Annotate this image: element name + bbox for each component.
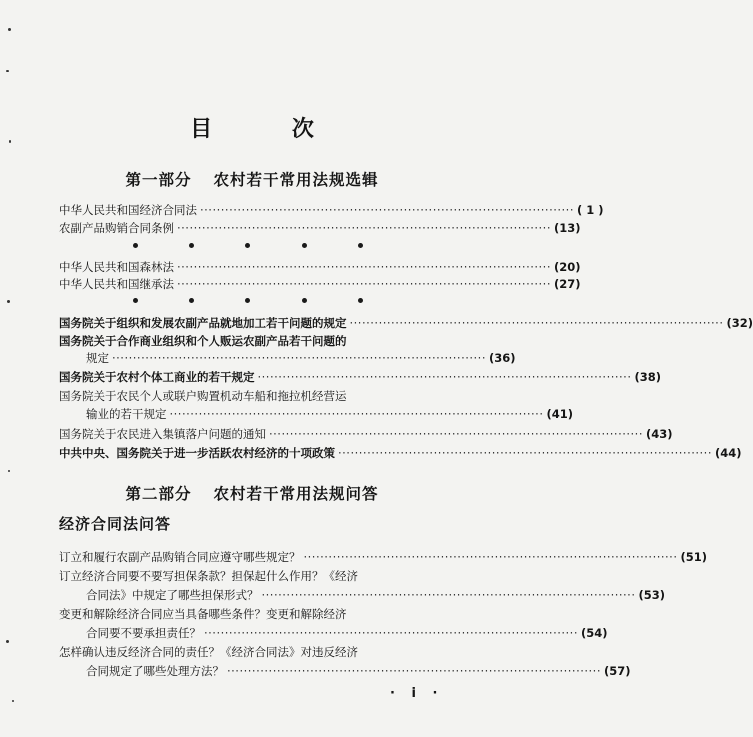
- toc-entry-title-cont: 合同规定了哪些处理方法？: [86, 664, 224, 678]
- leader-dots: ··························································································: [261, 588, 636, 602]
- toc-entry-first-line[interactable]: [59, 568, 431, 584]
- toc-entry-page: (32): [726, 316, 753, 330]
- toc-entry-title: 中共中央、国务院关于进一步活跃农村经济的十项政策: [59, 446, 335, 460]
- toc-entry-page: (57): [604, 664, 631, 678]
- leader-dots: ··························································································: [349, 316, 724, 330]
- toc-entry-title: 订立和履行农副产品购销合同应遵守哪些规定？: [59, 550, 301, 564]
- part1-label: 第一部分: [125, 171, 192, 189]
- toc-entry[interactable]: [59, 549, 708, 565]
- toc-entry-title: 国务院关于农村个体工商业的若干规定: [59, 370, 255, 384]
- part1-heading: [0, 168, 504, 190]
- subsection-heading: 经济合同法问答: [59, 515, 172, 533]
- toc-entry-page: (44): [715, 446, 742, 460]
- toc-entry-title: 变更和解除经济合同应当具备哪些条件？变更和解除经济: [59, 607, 347, 621]
- leader-dots: ··························································································: [177, 221, 551, 235]
- toc-entry-title: 怎样确认违反经济合同的责任？《经济合同法》对违反经济: [59, 645, 358, 659]
- scan-speck: [7, 300, 10, 303]
- toc-entry-title: 国务院关于农民进入集镇落户问题的通知: [59, 427, 266, 441]
- leader-dots: ··························································································: [257, 370, 632, 384]
- toc-entry[interactable]: [59, 259, 581, 275]
- toc-entry-page: (38): [634, 370, 662, 384]
- toc-entry[interactable]: [59, 202, 604, 218]
- leader-dots: ··························································································: [200, 203, 574, 217]
- toc-entry-title: 国务院关于组织和发展农副产品就地加工若干问题的规定: [59, 316, 347, 330]
- page-number: · i ·: [390, 686, 444, 701]
- scan-speck: [8, 28, 11, 31]
- part1-name: 农村若干常用法规选辑: [213, 171, 379, 189]
- leader-dots: ··························································································: [227, 664, 601, 678]
- toc-entry-continuation[interactable]: [86, 625, 608, 641]
- leader-dots: ··························································································: [338, 446, 712, 460]
- leader-dots: ··························································································: [269, 427, 643, 441]
- toc-entry-title-cont: 输业的若干规定: [86, 407, 167, 421]
- leader-dots: ··························································································: [169, 407, 544, 421]
- part2-label: 第二部分: [125, 485, 192, 503]
- dot-separator: [59, 298, 431, 303]
- toc-entry-page: (36): [489, 351, 516, 365]
- toc-entry[interactable]: [59, 369, 662, 385]
- toc-entry-title: 国务院关于合作商业组织和个人贩运农副产品若干问题的: [59, 334, 347, 348]
- toc-entry-page: (51): [680, 550, 708, 564]
- toc-entry-continuation[interactable]: [86, 587, 666, 603]
- toc-entry[interactable]: [59, 426, 673, 442]
- toc-entry-title-cont: 规定: [86, 351, 109, 365]
- page-title: 目 次: [190, 117, 350, 142]
- toc-entry-first-line[interactable]: [59, 644, 431, 660]
- scan-speck: [8, 470, 10, 472]
- leader-dots: ··························································································: [303, 550, 678, 564]
- toc-entry-continuation[interactable]: [86, 406, 574, 422]
- leader-dots: ··························································································: [112, 351, 486, 365]
- toc-entry-continuation[interactable]: [86, 663, 631, 679]
- toc-entry-title: 中华人民共和国森林法: [59, 260, 174, 274]
- toc-entry-title-cont: 合同要不要承担责任？: [86, 626, 201, 640]
- part2-name: 农村若干常用法规问答: [213, 485, 379, 503]
- toc-entry[interactable]: [59, 276, 581, 292]
- toc-entry-page: (27): [554, 277, 581, 291]
- toc-entry-page: (41): [546, 407, 574, 421]
- scan-speck: [12, 700, 14, 702]
- leader-dots: ··························································································: [204, 626, 578, 640]
- toc-entry-page: ( 1 ): [577, 203, 604, 217]
- toc-entry[interactable]: [59, 315, 753, 331]
- scan-speck: [6, 70, 9, 72]
- toc-entry-page: (20): [554, 260, 581, 274]
- toc-entry-title: 中华人民共和国经济合同法: [59, 203, 197, 217]
- scan-speck: [9, 140, 11, 143]
- toc-entry-first-line[interactable]: [59, 606, 431, 622]
- leader-dots: ··························································································: [177, 260, 551, 274]
- toc-entry-first-line[interactable]: [59, 333, 431, 349]
- toc-entry-page: (53): [638, 588, 666, 602]
- toc-entry-first-line[interactable]: [59, 388, 431, 404]
- toc-entry-title-cont: 合同法》中规定了哪些担保形式？: [86, 588, 259, 602]
- toc-entry[interactable]: [59, 445, 742, 461]
- toc-entry-page: (43): [646, 427, 673, 441]
- toc-entry-title: 中华人民共和国继承法: [59, 277, 174, 291]
- toc-entry-continuation[interactable]: [86, 350, 516, 366]
- toc-entry[interactable]: [59, 220, 581, 236]
- dot-separator: [59, 243, 431, 248]
- part2-heading: [0, 482, 504, 504]
- toc-entry-title: 订立经济合同要不要写担保条款？担保起什么作用？《经济: [59, 569, 358, 583]
- toc-entry-title: 农副产品购销合同条例: [59, 221, 174, 235]
- toc-entry-page: (54): [581, 626, 608, 640]
- toc-entry-title: 国务院关于农民个人或联户购置机动车船和拖拉机经营运: [59, 389, 347, 403]
- toc-entry-page: (13): [554, 221, 581, 235]
- leader-dots: ··························································································: [177, 277, 551, 291]
- scan-speck: [6, 640, 9, 643]
